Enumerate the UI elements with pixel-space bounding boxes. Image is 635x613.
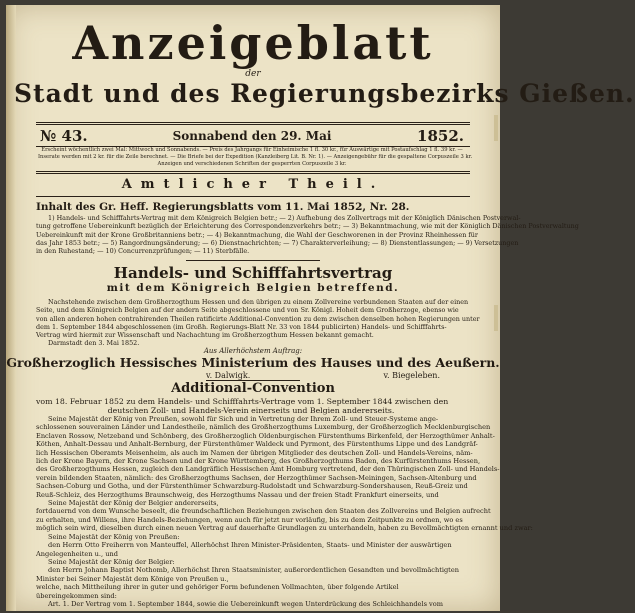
masthead-connector: der bbox=[245, 69, 261, 79]
newspaper-page bbox=[6, 5, 635, 611]
treaty-line: von allen anderen hohen contrahirenden Theilen ratificirte Additional-Convention zu dem zwischen denselben hohen Regierungen unter bbox=[36, 314, 480, 323]
treaty-subtitle: mit dem Königreich Belgien betreffend. bbox=[106, 282, 400, 294]
contents-line: 1) Handels- und Schifffahrts-Vertrag mit dem Königreich Belgien betr.; — 2) Aufhebung des Zollvertrags mit der Königlich Dänischen Postverwal- bbox=[48, 214, 521, 222]
divider bbox=[36, 196, 470, 197]
contents-list bbox=[36, 214, 579, 256]
notice-line: Inserate werden mit 2 kr. für die Zeile berechnet. — Die Briefe bei der Expedition (Kanzleiberg Lit. B. Nr. 1). — Anzeigengebühr für die gespaltene Corpuszeile 3 kr. bbox=[38, 154, 473, 161]
contents-line: in den Ruhestand; — 10) Concurrenzprüfungen; — 11) Sterbfälle. bbox=[36, 247, 250, 256]
convention-line: schlossenen souverainen Länder und Landestheile, nämlich des Großherzogthums Luxemburg, der Großherzoglich Mecklenburgischen bbox=[36, 423, 491, 432]
convention-line: Angelegenheiten u., und bbox=[36, 549, 118, 558]
contents-line: das Jahr 1853 betr.; — 5) Rangordnungsänderung; — 6) Dienstnachrichten; — 7) Charakterverleihung; — 8) Dienstentlassungen; — 9) Versetzungen bbox=[36, 238, 519, 247]
divider bbox=[186, 260, 320, 261]
divider bbox=[36, 122, 470, 123]
issue-line bbox=[40, 127, 464, 145]
treaty-intro bbox=[36, 298, 480, 348]
treaty-line: Nachstehende zwischen dem Großherzogthum Hessen und den übrigen zu einem Zollvereine verbundenen Staaten auf der einen bbox=[48, 298, 469, 306]
treaty-place-date: Darmstadt den 3. Mai 1852. bbox=[48, 339, 140, 348]
convention-line: Art. 1. Der Vertrag vom 1. September 1844, sowie die Uebereinkunft wegen Unterdrückung des Schleichhandels vom bbox=[48, 599, 443, 608]
convention-line: des Großherzogthums Hessen, zugleich den Landgräflich Hessischen Amt Homburg vertretend, der den Thüringischen Zoll- und Handels- bbox=[36, 465, 500, 474]
convention-line: Minister bei Seiner Majestät dem Könige von Preußen u., bbox=[36, 574, 229, 583]
convention-line: Seine Majestät der König von Preußen: bbox=[48, 532, 180, 541]
issue-number: № 43. bbox=[40, 127, 88, 145]
authority-note: Aus Allerhöchstem Auftrag: bbox=[203, 347, 303, 355]
contents-line: Uebereinkunft mit der Krone Großbritanniens betr.; — 4) Bekanntmachung, die Wahl der Geschworenen in der Provinz Rheinhessen für bbox=[36, 230, 478, 239]
issue-date: Sonnabend den 29. Mai bbox=[172, 129, 332, 143]
treaty-line: Seite, und dem Königreich Belgien auf der andern Seite abgeschlossene und von Sr. Königl. Hoheit dem Großherzoge, ebenso wie bbox=[36, 306, 459, 315]
convention-line: Seine Majestät der König von Preußen, sowohl für Sich und in Vertretung der Ihrem Zoll- und Steuer-Systeme ange- bbox=[48, 415, 439, 423]
treaty-title: Handels- und Schifffahrtsvertrag bbox=[113, 264, 393, 282]
convention-line: den Herrn Johann Baptist Nothomb, Allerhöchst Ihren Staatsminister, außerordentlichen Gesandten und bevollmächtigten bbox=[48, 566, 459, 575]
convention-line: Enclaven Rossow, Netzeband und Schönberg, des Großherzoglich Oldenburgischen Fürstenthums Birkenfeld, der Herzogthümer Anhalt- bbox=[36, 431, 495, 440]
divider bbox=[36, 173, 470, 174]
contents-line: tung getroffene Uebereinkunft bezüglich der Erleichterung des Correspondenzverkehrs betr.; — 3) Bekanntmachung, wie mit der Königlich Dänischen Postverwaltung bbox=[36, 222, 579, 231]
convention-text bbox=[36, 397, 533, 608]
divider bbox=[36, 124, 470, 125]
masthead-subtitle: Stadt und des Regierungsbezirks Gießen. bbox=[14, 79, 635, 108]
convention-line: deutschen Zoll- und Handels-Verein einerseits und Belgien andererseits. bbox=[107, 406, 395, 415]
issue-year: 1852. bbox=[417, 127, 464, 145]
divider bbox=[36, 171, 470, 172]
masthead-title: Anzeigeblatt bbox=[72, 16, 434, 70]
contents-heading: Inhalt des Gr. Heff. Regierungsblatts vom 11. Mai 1852, Nr. 28. bbox=[36, 201, 410, 213]
convention-line: Seine Majestät der König der Belgier: bbox=[48, 557, 175, 566]
convention-line: Sachsen-Coburg und Gotha, und der Fürstenthümer Schwarzburg-Rudolstadt und Schwarzburg-Sondershausen, Reuß-Greiz und bbox=[36, 482, 468, 491]
convention-line: lich der Krone Bayern, der Krone Sachsen und der Krone Württemberg, des Großherzogthums Baden, des Kurfürstenthums Hessen, bbox=[36, 457, 481, 466]
ministry-name: Großherzoglich Hessisches Ministerium des Hauses und des Aeußern. bbox=[6, 355, 500, 370]
convention-line: übereingekommen sind: bbox=[36, 591, 117, 600]
convention-line: Reuß-Schleiz, des Herzogthums Braunschweig, des Herzogthums Nassau und der freien Stadt Frankfurt einerseits, und bbox=[36, 490, 439, 499]
page-edge-mark bbox=[494, 305, 498, 331]
notice-line: Anzeigen und verschiedenen Schriften der gesperrten Corpuszeile 3 kr. bbox=[157, 161, 347, 168]
convention-line: zu erhalten, und Willens, ihre Handels-Beziehungen, wenn auch für jetzt nur vorläufig, bis zu dem Zeitpunkte zu ordnen, wo es bbox=[36, 515, 463, 524]
convention-title: Additional-Convention bbox=[171, 381, 335, 396]
convention-line: welche, nach Mittheilung ihrer in guter und gehöriger Form befundenen Vollmachten, über folgende Artikel bbox=[36, 583, 399, 592]
section-heading: Amtlicher Theil. bbox=[121, 177, 385, 192]
page-edge-mark bbox=[494, 115, 498, 141]
convention-line: den Herrn Otto Freiherrn von Manteuffel, Allerhöchst Ihren Minister-Präsidenten, Staats- und Minister der auswärtigen bbox=[48, 541, 452, 550]
signature-left: v. Dalwigk. bbox=[206, 371, 251, 380]
treaty-line: Vertrag wird hiermit zur Wissenschaft und Nachachtung im Großherzogthum Hessen bekannt gemacht. bbox=[36, 331, 374, 340]
convention-line: verein bildenden Staaten, nämlich: des Großherzogthums Sachsen, der Herzogthümer Sachsen-Meiningen, Sachsen-Altenburg und bbox=[36, 473, 477, 482]
convention-line: vom 18. Februar 1852 zu dem Handels- und Schifffahrts-Vertrage vom 1. September 1844 zwischen den bbox=[36, 397, 449, 406]
signature-right: v. Biegeleben. bbox=[383, 371, 440, 380]
convention-line: möglich sein wird, dieselben durch einen neuen Vertrag auf dauerhafte Grundlagen zu unterhandeln, haben zu Bevollmächtigten ernannt und zwar: bbox=[36, 524, 533, 533]
subscription-notice bbox=[38, 147, 473, 169]
convention-line: Seine Majestät der König der Belgier andererseits, bbox=[48, 499, 219, 508]
convention-line: lich Hessischen Oberamts Meisenheim, als auch im Namen der übrigen Mitglieder des deutschen Zoll- und Handels-Vereins, näm- bbox=[36, 448, 473, 457]
notice-line: Erscheint wöchentlich zwei Mal: Mittwoch und Sonnabends. — Preis des Jahrgangs für Einheimische 1 fl. 30 kr., für Auswärtige mit Postaufschlag 1 fl. 39 kr. — bbox=[41, 147, 463, 153]
convention-line: Köthen, Anhalt-Dessau und Anhalt-Bernburg, der Fürstenthümer Waldeck und Pyrmont, des Fürstenthums Lippe und des Landgräf- bbox=[36, 440, 478, 449]
treaty-line: dem 1. September 1844 abgeschlossenen (im Großh. Regierungs-Blatt Nr. 33 von 1844 publicirten) Handels- und Schifffahrts- bbox=[36, 322, 447, 331]
convention-line: fortdauernd von dem Wunsche beseelt, die freundschaftlichen Beziehungen zwischen den Staaten des Zollvereins und Belgien aufrecht bbox=[36, 507, 491, 516]
